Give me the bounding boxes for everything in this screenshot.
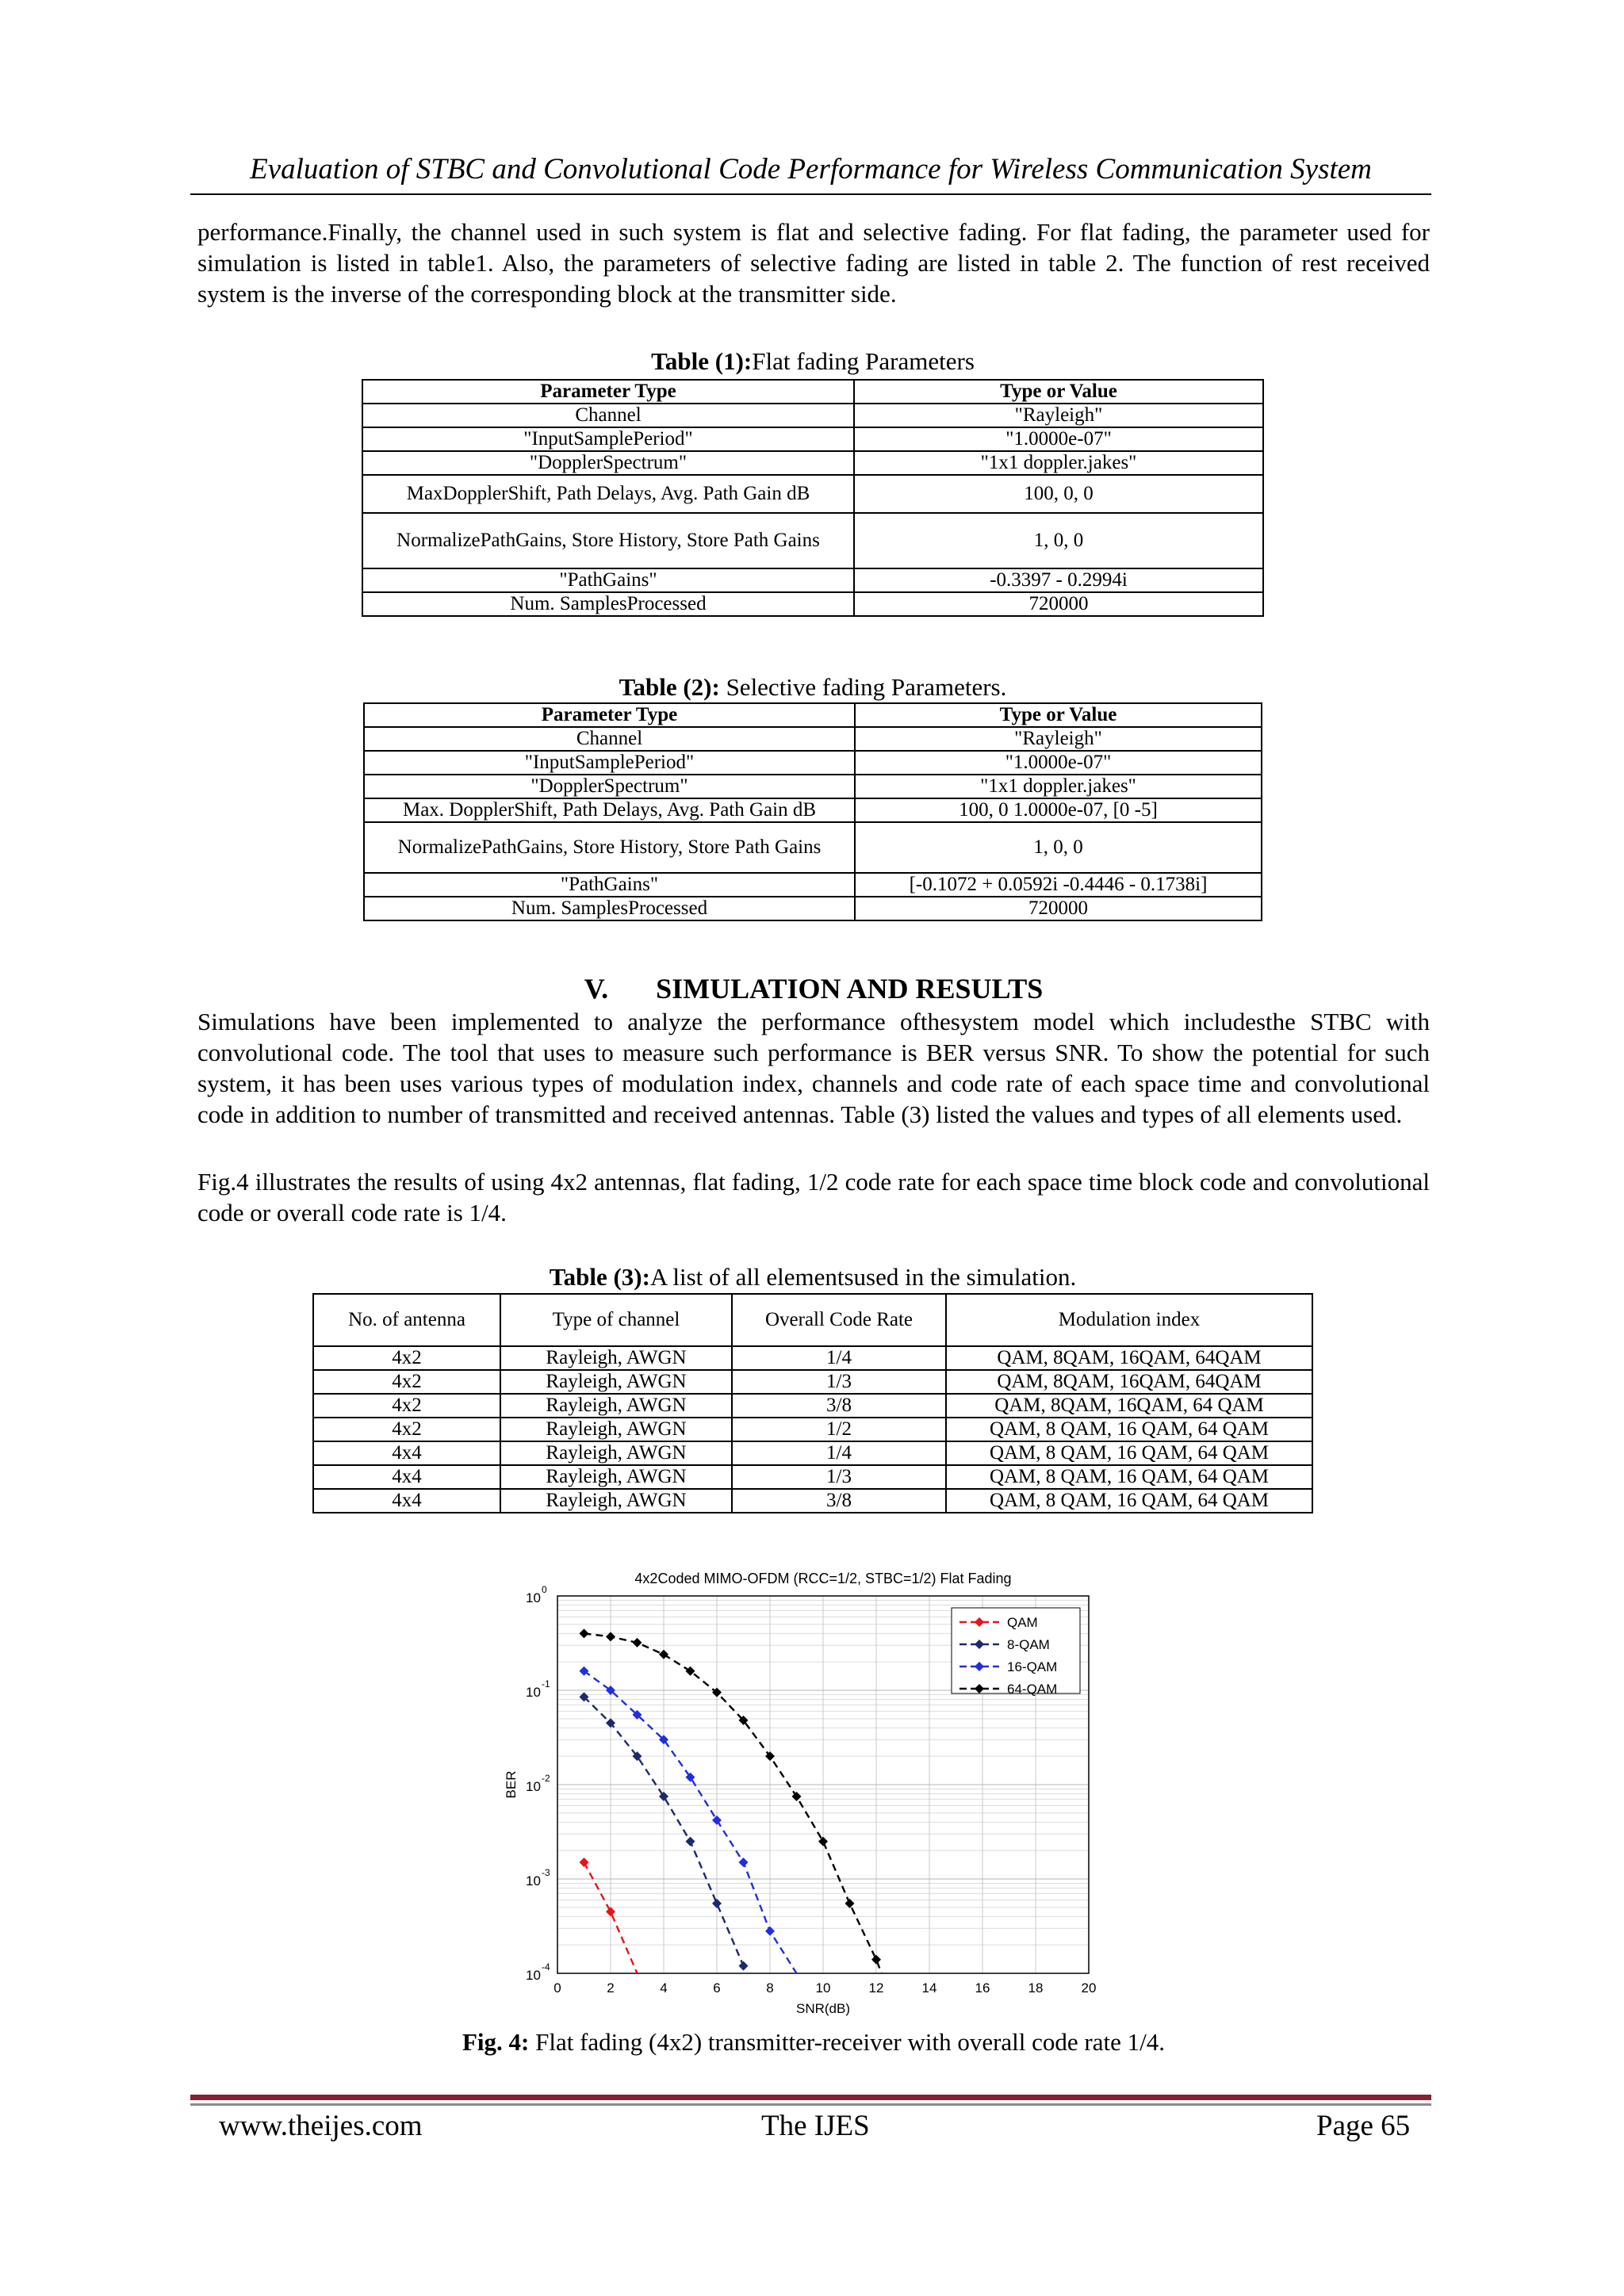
series-line-64-QAM: [584, 1633, 882, 1973]
table3-cell: Rayleigh, AWGN: [500, 1346, 732, 1370]
x-tick-label: 4: [660, 1980, 668, 1996]
table2-header-cell: Type or Value: [855, 703, 1262, 727]
x-tick-label: 8: [766, 1980, 774, 1996]
table1-cell: MaxDopplerShift, Path Delays, Avg. Path Gain dB: [362, 475, 854, 513]
table3-cell: 4x2: [313, 1394, 500, 1418]
table1-caption-label: Table (1):: [651, 347, 753, 375]
table3-cell: Rayleigh, AWGN: [500, 1394, 732, 1418]
table1-caption: [362, 346, 1264, 377]
table2-cell: Num. SamplesProcessed: [364, 897, 855, 920]
running-header-title: Evaluation of STBC and Convolutional Code Performance for Wireless Communication System: [250, 153, 1372, 186]
table3-simulation-elements: [312, 1293, 1313, 1513]
data-point-8-QAM: [686, 1837, 695, 1846]
table2-selective-fading: [363, 702, 1262, 921]
data-point-16-QAM: [712, 1816, 722, 1825]
table2-cell: "DopplerSpectrum": [364, 775, 855, 798]
table1-cell: "Rayleigh": [854, 404, 1263, 427]
table2-row: [364, 798, 1262, 822]
x-tick-label: 6: [713, 1980, 721, 1996]
y-tick-label-base: 10: [526, 1873, 541, 1888]
table3-cell: 4x4: [313, 1441, 500, 1465]
table1-cell: 720000: [854, 592, 1263, 616]
figure4-caption-label: Fig. 4:: [462, 2028, 530, 2056]
table1-cell: 100, 0, 0: [854, 475, 1263, 513]
data-point-64-QAM: [659, 1650, 668, 1659]
x-tick-label: 16: [975, 1980, 990, 1996]
footer-page-number: Page 65: [1316, 2110, 1411, 2142]
table2-cell: 720000: [855, 897, 1262, 920]
x-tick-label: 18: [1028, 1980, 1044, 1996]
table3-cell: 4x2: [313, 1370, 500, 1394]
table1-cell: "1x1 doppler.jakes": [854, 451, 1263, 475]
table3-cell: 4x4: [313, 1489, 500, 1513]
data-point-16-QAM: [765, 1927, 775, 1936]
table3-row: [313, 1346, 1312, 1370]
table1-cell: NormalizePathGains, Store History, Store Path Gains: [362, 513, 854, 568]
table1-flat-fading: [362, 379, 1264, 617]
legend-entry: 8-QAM: [1007, 1637, 1050, 1652]
table3-row: [313, 1370, 1312, 1394]
table1-cell: 1, 0, 0: [854, 513, 1263, 568]
y-tick-label-exponent: -1: [542, 1678, 550, 1689]
table3-cell: QAM, 8QAM, 16QAM, 64QAM: [946, 1346, 1312, 1370]
table1-row: [362, 427, 1263, 451]
header-rule: [190, 193, 1431, 195]
legend-entry: 16-QAM: [1007, 1659, 1058, 1674]
table1-row: [362, 404, 1263, 427]
x-tick-label: 20: [1081, 1980, 1097, 1996]
table3-caption-label: Table (3):: [549, 1263, 650, 1291]
y-tick-label-exponent: 0: [542, 1584, 547, 1595]
x-tick-label: 14: [921, 1980, 937, 1996]
table2-cell: "PathGains": [364, 873, 855, 897]
table2-cell: "1.0000e-07": [855, 751, 1262, 775]
data-point-QAM: [606, 1907, 615, 1916]
table3-cell: QAM, 8QAM, 16QAM, 64QAM: [946, 1370, 1312, 1394]
ber-vs-snr-chart: [476, 1558, 1110, 2022]
table3-cell: 3/8: [732, 1394, 946, 1418]
table3-caption-text: A list of all elementsused in the simulation.: [649, 1263, 1077, 1291]
table2-header-cell: Parameter Type: [364, 703, 855, 727]
table3-header-cell: Overall Code Rate: [732, 1294, 946, 1346]
section-heading: [197, 971, 1430, 1006]
legend-entry: 64-QAM: [1007, 1682, 1058, 1697]
simulation-paragraph: Simulations have been implemented to analyze the performance ofthesystem model which includesthe STBC with convolutional code. The tool that uses to measure such performance is BER versus SNR. To show the potential for such system, it has been uses various types of modulation index, channels and code rate of each space time and convolutional code in addition to number of transmitted and received antennas. Table (3) listed the values and types of all elements used.: [197, 1008, 1430, 1128]
table3-header-cell: Type of channel: [500, 1294, 732, 1346]
y-tick-label-base: 10: [526, 1685, 541, 1700]
table2-cell: [-0.1072 + 0.0592i -0.4446 - 0.1738i]: [855, 873, 1262, 897]
table3-cell: Rayleigh, AWGN: [500, 1465, 732, 1489]
data-point-64-QAM: [633, 1638, 642, 1647]
figure4-caption: [197, 2027, 1430, 2057]
x-tick-label: 10: [815, 1980, 831, 1996]
table3-caption: [312, 1262, 1313, 1292]
table3-cell: 4x2: [313, 1418, 500, 1441]
table3-cell: 4x2: [313, 1346, 500, 1370]
table3-row: [313, 1418, 1312, 1441]
section-number: V.: [584, 973, 609, 1004]
table2-cell: NormalizePathGains, Store History, Store Path Gains: [364, 822, 855, 873]
data-point-8-QAM: [739, 1961, 749, 1971]
table2-row: [364, 751, 1262, 775]
footer-rule: [190, 2095, 1431, 2100]
section-title: SIMULATION AND RESULTS: [656, 973, 1044, 1004]
table2-cell: Channel: [364, 727, 855, 751]
table3-cell: QAM, 8 QAM, 16 QAM, 64 QAM: [946, 1441, 1312, 1465]
table1-cell: Num. SamplesProcessed: [362, 592, 854, 616]
table1-cell: "1.0000e-07": [854, 427, 1263, 451]
y-tick-label-exponent: -2: [542, 1773, 550, 1784]
table1-caption-text: Flat fading Parameters: [752, 347, 975, 375]
table1-cell: Channel: [362, 404, 854, 427]
table3-cell: 4x4: [313, 1465, 500, 1489]
table3-cell: 1/4: [732, 1441, 946, 1465]
x-axis-label: SNR(dB): [795, 2001, 851, 2016]
table3-cell: QAM, 8 QAM, 16 QAM, 64 QAM: [946, 1418, 1312, 1441]
table2-row: [364, 897, 1262, 920]
x-tick-label: 12: [868, 1980, 884, 1996]
table2-cell: "InputSamplePeriod": [364, 751, 855, 775]
table1-cell: -0.3397 - 0.2994i: [854, 568, 1263, 592]
table3-cell: QAM, 8 QAM, 16 QAM, 64 QAM: [946, 1489, 1312, 1513]
table1-row: [362, 451, 1263, 475]
table2-row: [364, 727, 1262, 751]
table3-cell: 1/4: [732, 1346, 946, 1370]
table3-cell: Rayleigh, AWGN: [500, 1441, 732, 1465]
data-point-QAM: [580, 1858, 589, 1867]
table3-cell: 3/8: [732, 1489, 946, 1513]
footer-rule-thin: [190, 2103, 1431, 2106]
table2-cell: Max. DopplerShift, Path Delays, Avg. Path Gain dB: [364, 798, 855, 822]
footer-journal: The IJES: [761, 2110, 870, 2142]
legend-entry: QAM: [1007, 1615, 1038, 1630]
table3-header-cell: No. of antenna: [313, 1294, 500, 1346]
table1-row: [362, 513, 1263, 568]
y-tick-label-base: 10: [526, 1590, 541, 1605]
y-tick-label-base: 10: [526, 1968, 541, 1983]
table2-cell: 1, 0, 0: [855, 822, 1262, 873]
table1-cell: "DopplerSpectrum": [362, 451, 854, 475]
table3-row: [313, 1394, 1312, 1418]
table2-cell: 100, 0 1.0000e-07, [0 -5]: [855, 798, 1262, 822]
table2-cell: "Rayleigh": [855, 727, 1262, 751]
table2-row: [364, 822, 1262, 873]
table3-cell: QAM, 8 QAM, 16 QAM, 64 QAM: [946, 1465, 1312, 1489]
table2-row: [364, 873, 1262, 897]
data-point-64-QAM: [818, 1837, 828, 1846]
y-tick-label-base: 10: [526, 1779, 541, 1794]
intro-paragraph: performance.Finally, the channel used in such system is flat and selective fading. For flat fading, the parameter used for simulation is listed in table1. Also, the parameters of selective fading are listed in table 2. The function of rest received system is the inverse of the corresponding block at the transmitter side.: [197, 218, 1430, 308]
figure-reference-paragraph: Fig.4 illustrates the results of using 4x2 antennas, flat fading, 1/2 code rate for each space time block code and convolutional code or overall code rate is 1/4.: [197, 1168, 1430, 1226]
table1-cell: "InputSamplePeriod": [362, 427, 854, 451]
table3-cell: 1/3: [732, 1370, 946, 1394]
table3-cell: 1/2: [732, 1418, 946, 1441]
data-point-64-QAM: [871, 1955, 881, 1965]
table1-cell: "PathGains": [362, 568, 854, 592]
chart-title: 4x2Coded MIMO-OFDM (RCC=1/2, STBC=1/2) Flat Fading: [634, 1571, 1012, 1586]
y-tick-label-exponent: -3: [542, 1867, 550, 1878]
x-tick-label: 2: [607, 1980, 615, 1996]
table3-cell: Rayleigh, AWGN: [500, 1418, 732, 1441]
table3-header-cell: Modulation index: [946, 1294, 1312, 1346]
data-point-64-QAM: [580, 1628, 589, 1638]
table2-caption: [363, 672, 1262, 702]
table1-row: [362, 568, 1263, 592]
x-tick-label: 0: [553, 1980, 561, 1996]
table3-row: [313, 1465, 1312, 1489]
table3-cell: Rayleigh, AWGN: [500, 1370, 732, 1394]
table1-header-cell: Type or Value: [854, 380, 1263, 404]
table3-row: [313, 1489, 1312, 1513]
table3-cell: QAM, 8QAM, 16QAM, 64 QAM: [946, 1394, 1312, 1418]
data-point-16-QAM: [739, 1858, 749, 1867]
table1-row: [362, 475, 1263, 513]
y-axis-label: BER: [504, 1770, 519, 1799]
table1-header-cell: Parameter Type: [362, 380, 854, 404]
figure4-caption-text: Flat fading (4x2) transmitter-receiver with overall code rate 1/4.: [529, 2028, 1165, 2056]
table3-row: [313, 1441, 1312, 1465]
table3-cell: 1/3: [732, 1465, 946, 1489]
footer-website: www.theijes.com: [219, 2110, 423, 2142]
table1-row: [362, 592, 1263, 616]
table3-cell: Rayleigh, AWGN: [500, 1489, 732, 1513]
table2-row: [364, 775, 1262, 798]
table2-cell: "1x1 doppler.jakes": [855, 775, 1262, 798]
table2-caption-label: Table (2):: [619, 673, 720, 701]
y-tick-label-exponent: -4: [542, 1961, 550, 1973]
table2-caption-text: Selective fading Parameters.: [719, 673, 1007, 701]
